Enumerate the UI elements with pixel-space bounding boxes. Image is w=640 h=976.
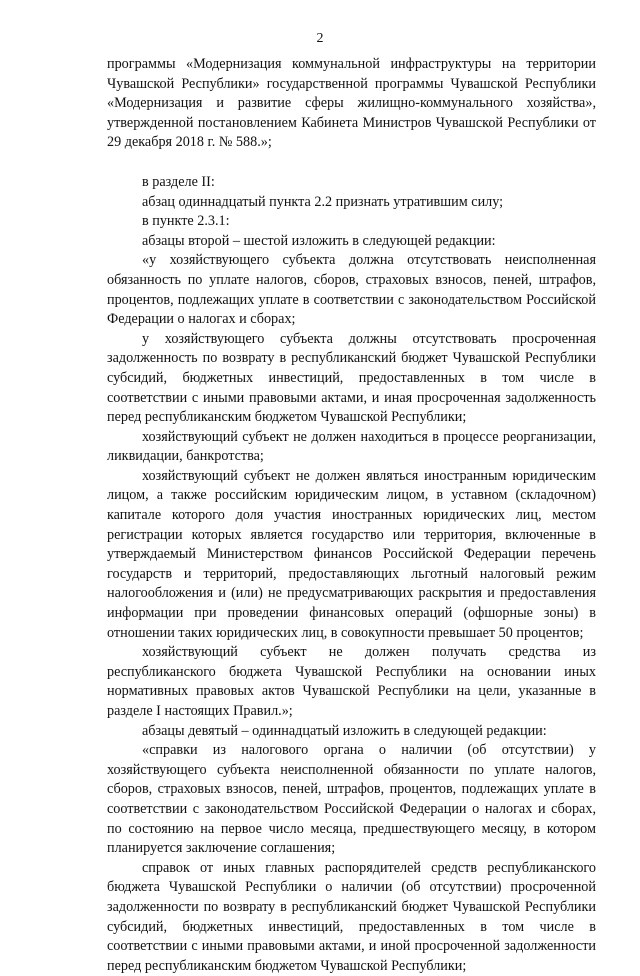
- paragraph-tax-certificate: «справки из налогового органа о наличии (об отсутствии) у хозяйствующего субъекта неисполненной обязанности по уплате налогов, сборов, страховых взносов, пеней, штрафов, процентов, подлежащих уплате в соответствии с законодательством Российской Федерации о налогах и сборах, по состоянию на первое число месяца, предшествующего месяцу, в котором планируется заключение соглашения;: [107, 742, 596, 857]
- paragraph-item-2-3-1: в пункте 2.3.1:: [142, 213, 230, 230]
- paragraph-budget-certificates: справок от иных главных распорядителей средств республиканского бюджета Чувашской Республики о наличии (об отсутствии) просроченной задолженности по возврату в республиканский бюджет Чувашской Республики субсидий, бюджетных инвестиций, предоставленных в том числе в соответствии с иными правовыми актами, и иной просроченной задолженности перед республиканским бюджетом Чувашской Республики;: [107, 859, 596, 974]
- paragraph-program-reference: программы «Модернизация коммунальной инфраструктуры на территории Чувашской Республики» государственной программы Чувашской Республики «Модернизация и развитие сферы жилищно-коммунального хозяйства», утвержденной постановлением Кабинета Министров Чувашской Республики от 29 декабря 2018 г. № 588.»;: [107, 56, 596, 151]
- paragraph-amend-2-6: абзацы второй – шестой изложить в следующей редакции:: [142, 232, 496, 249]
- paragraph-other-funds: хозяйствующий субъект не должен получать средства из республиканского бюджета Чувашской Республики на основании иных нормативных правовых актов Чувашской Республики на цели, указанные в разделе I настоящих Правил.»;: [107, 644, 596, 719]
- document-body: [107, 55, 596, 976]
- paragraph-tax-obligation: «у хозяйствующего субъекта должна отсутствовать неисполненная обязанность по уплате налогов, сборов, страховых взносов, пеней, штрафов, процентов, подлежащих уплате в соответствии с законодательством Российской Федерации о налогах и сборах;: [107, 252, 596, 328]
- paragraph-section-2: в разделе II:: [142, 173, 215, 190]
- paragraph-foreign-entity: хозяйствующий субъект не должен являться иностранным юридическим лицом, а также российским юридическим лицом, в уставном (складочном) капитале которого доля участия иностранных юридических лиц, местом регистрации которых является государство или территория, включенные в утверждаемый Министерством финансов Российской Федерации перечень государств и территорий, предоставляющих льготный налоговый режим налогообложения и (или) не предусматривающих раскрытия и предоставления информации при проведении финансовых операций (офшорные зоны) в отношении таких юридических лиц, в совокупности превышает 50 процентов;: [107, 467, 596, 641]
- page-number: 2: [316, 31, 324, 46]
- paragraph-item-2-2: абзац одиннадцатый пункта 2.2 признать утратившим силу;: [142, 193, 504, 210]
- paragraph-amend-9-11: абзацы девятый – одиннадцатый изложить в следующей редакции:: [142, 722, 547, 739]
- paragraph-reorganization: хозяйствующий субъект не должен находиться в процессе реорганизации, ликвидации, банкротства;: [107, 428, 596, 465]
- paragraph-overdue-debt: у хозяйствующего субъекта должны отсутствовать просроченная задолженность по возврату в республиканский бюджет Чувашской Республики субсидий, бюджетных инвестиций, предоставленных в том числе в соответствии с иными правовыми актами, и иная просроченная задолженность перед республиканским бюджетом Чувашской Республики;: [107, 330, 596, 426]
